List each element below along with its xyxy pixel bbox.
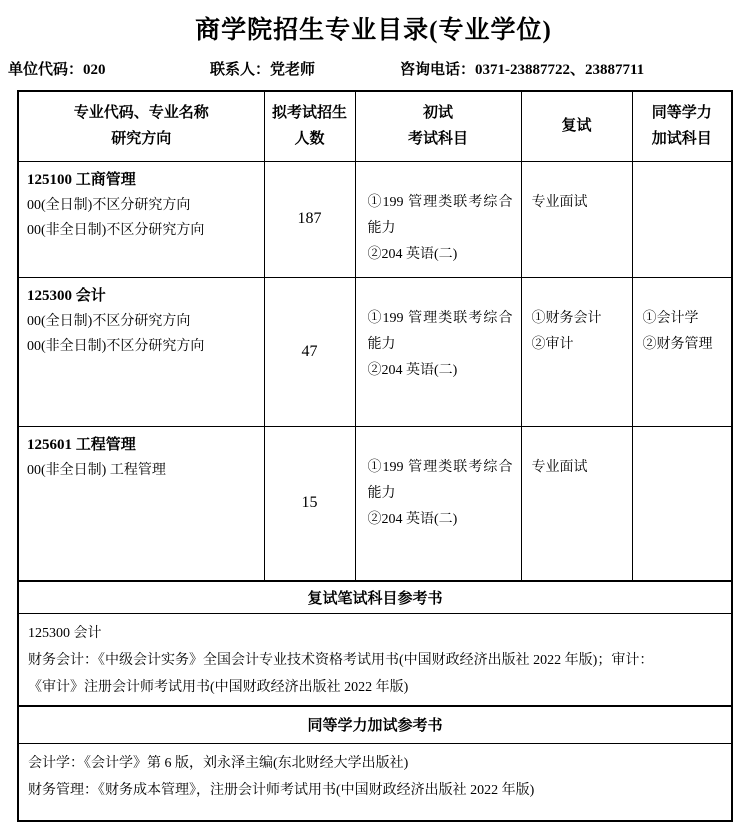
retest-item: ②审计: [531, 336, 574, 352]
retest-cell: [521, 277, 632, 426]
equivalent-books-header: 同等学力加试参考书: [18, 706, 732, 743]
program-direction: 00(非全日制)不区分研究方向: [27, 338, 205, 354]
quota-cell: [264, 161, 355, 277]
contact-label: 联系人：: [210, 62, 271, 78]
equivalent-books-content: [18, 743, 732, 821]
admissions-table: [17, 90, 733, 822]
retest-item: ①财务会计: [531, 310, 602, 326]
initial-subject: ②204 英语(二): [367, 246, 458, 262]
program-name-cell: [18, 161, 264, 277]
equivalent-books-content-row: [18, 743, 732, 821]
info-bar: [0, 58, 747, 80]
program-direction: 00(非全日制) 工程管理: [27, 462, 166, 478]
quota-value: 15: [301, 494, 318, 512]
retest-item: 专业面试: [531, 194, 588, 210]
retest-books-header-row: [18, 581, 732, 613]
program-code-name: 125300 会计: [27, 287, 106, 304]
initial-subject: ①199 管理类联考综合能力: [367, 310, 513, 352]
column-header-line: 研究方向: [111, 131, 172, 148]
column-header-line: 初试: [422, 105, 453, 122]
equivalent-subject-item: ②财务管理: [642, 336, 713, 352]
reference-line: 会计学：《会计学》第 6 版，刘永泽主编(东北财经大学出版社): [28, 755, 409, 771]
equivalent-subjects-cell: [632, 426, 732, 581]
retest-cell: [521, 161, 632, 277]
column-header-line: 考试科目: [407, 131, 468, 148]
program-code-name: 125601 工程管理: [27, 436, 136, 453]
page-title: 商学院招生专业目录(专业学位): [195, 17, 552, 44]
unit-code-value: 020: [83, 62, 106, 78]
initial-subjects-cell: [355, 277, 521, 426]
quota-cell: [264, 277, 355, 426]
reference-line: 《审计》注册会计师考试用书(中国财政经济出版社 2022 年版): [28, 679, 409, 695]
column-header-line: 同等学力: [651, 105, 712, 122]
equivalent-subjects-cell: [632, 277, 732, 426]
column-header-line: 复试: [561, 118, 592, 135]
retest-item: 专业面试: [531, 459, 588, 475]
contact-field: [210, 58, 315, 79]
reference-line: 财务管理：《财务成本管理》，注册会计师考试用书(中国财政经济出版社 2022 年版): [28, 782, 535, 798]
column-header-line: 专业代码、专业名称: [73, 105, 209, 122]
retest-books-content-row: [18, 613, 732, 706]
retest-cell: [521, 426, 632, 581]
initial-subject: ①199 管理类联考综合能力: [367, 459, 513, 501]
phone-value: 0371-23887722、23887711: [475, 62, 645, 78]
equivalent-subjects-cell: [632, 161, 732, 277]
column-header-quota: [264, 91, 355, 161]
column-header-line: 加试科目: [651, 131, 712, 148]
column-header-program: [18, 91, 264, 161]
column-header-equivalent: [632, 91, 732, 161]
retest-books-content: [18, 613, 732, 706]
program-code-name: 125100 工商管理: [27, 171, 136, 188]
initial-subjects-cell: [355, 161, 521, 277]
unit-code-label: 单位代码：: [8, 62, 84, 78]
quota-value: 47: [301, 342, 318, 360]
phone-label: 咨询电话：: [400, 62, 476, 78]
program-direction: 00(全日制)不区分研究方向: [27, 197, 191, 213]
initial-subjects-cell: [355, 426, 521, 581]
program-row-125100: [18, 161, 732, 277]
program-name-cell: [18, 426, 264, 581]
column-header-retest: [521, 91, 632, 161]
reference-line: 125300 会计: [28, 625, 102, 641]
program-direction: 00(非全日制)不区分研究方向: [27, 222, 205, 238]
column-header-line: 人数: [294, 131, 325, 148]
retest-books-header: 复试笔试科目参考书: [18, 581, 732, 613]
column-header-line: 拟考试招生: [271, 105, 347, 122]
reference-line: 财务会计：《中级会计实务》全国会计专业技术资格考试用书(中国财政经济出版社 2022 年版)；审计：: [28, 652, 654, 668]
program-direction: 00(全日制)不区分研究方向: [27, 313, 191, 329]
quota-value: 187: [297, 210, 322, 227]
unit-code-field: [8, 58, 106, 79]
initial-subject: ②204 英语(二): [367, 511, 458, 527]
equivalent-subject-item: ①会计学: [642, 310, 699, 326]
column-header-initial-exam: [355, 91, 521, 161]
quota-cell: [264, 426, 355, 581]
initial-subject: ①199 管理类联考综合能力: [367, 194, 513, 236]
program-name-cell: [18, 277, 264, 426]
program-row-125601: [18, 426, 732, 581]
table-header-row: [18, 91, 732, 161]
phone-field: [400, 58, 644, 79]
equivalent-books-header-row: [18, 706, 732, 743]
program-row-125300: [18, 277, 732, 426]
initial-subject: ②204 英语(二): [367, 362, 458, 378]
contact-value: 党老师: [270, 62, 316, 78]
